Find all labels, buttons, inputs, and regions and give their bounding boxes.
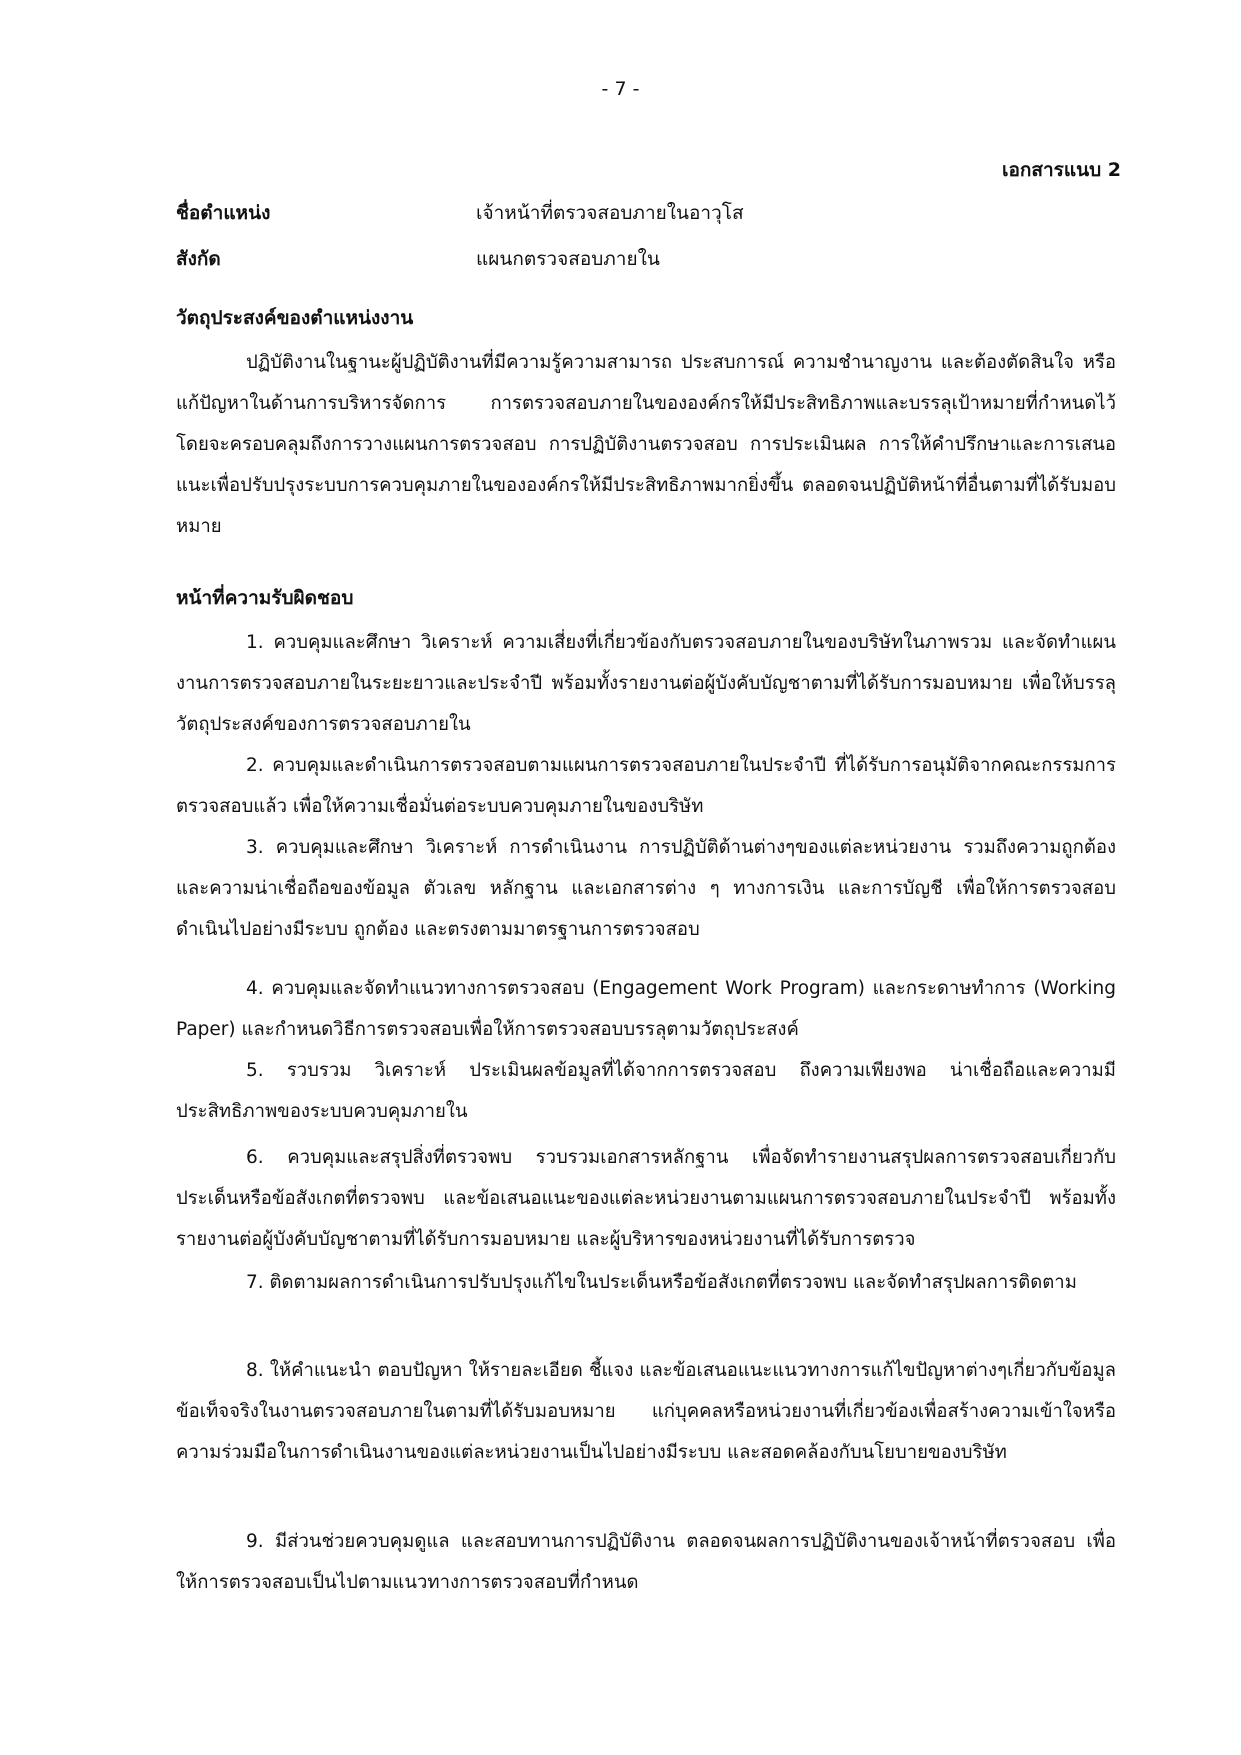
responsibility-item: 6. ควบคุมและสรุปสิ่งที่ตรวจพบ รวบรวมเอกสารหลักฐาน เพื่อจัดทำรายงานสรุปผลการตรวจสอบเกี่ยวกับประเด็นหรือข้อสังเกตที่ตรวจพบ และข้อเสนอแนะของแต่ละหน่วยงานตามแผนการตรวจสอบภายในประจำปี พร้อมทั้งรายงานต่อผู้บังคับบัญชาตามที่ได้รับการมอบหมาย และผู้บริหารของหน่วยงานที่ได้รับการตรวจ	[176, 1147, 1116, 1250]
position-title-value: เจ้าหน้าที่ตรวจสอบภายในอาวุโส	[476, 202, 744, 224]
department-value: แผนกตรวจสอบภายใน	[476, 248, 660, 270]
responsibility-item: 5. รวบรวม วิเคราะห์ ประเมินผลข้อมูลที่ได้จากการตรวจสอบ ถึงความเพียงพอ น่าเชื่อถือและความมีประสิทธิภาพของระบบควบคุมภายใน	[176, 1060, 1116, 1122]
responsibilities-heading: หน้าที่ความรับผิดชอบ	[176, 587, 354, 609]
position-title-label: ชื่อตำแหน่ง	[176, 202, 271, 224]
department-label: สังกัด	[176, 248, 221, 270]
page-number: - 7 -	[601, 78, 640, 100]
responsibility-item: 8. ให้คำแนะนำ ตอบปัญหา ให้รายละเอียด ชี้แจง และข้อเสนอแนะแนวทางการแก้ไขปัญหาต่างๆเกี่ยวกับข้อมูล ข้อเท็จจริงในงานตรวจสอบภายในตามที่ได้รับมอบหมาย แก่บุคคลหรือหน่วยงานที่เกี่ยวข้องเพื่อสร้างความเข้าใจหรือความร่วมมือในการดำเนินงานของแต่ละหน่วยงานเป็นไปอย่างมีระบบ และสอดคล้องกับนโยบายของบริษัท	[176, 1360, 1116, 1463]
responsibility-item: 1. ควบคุมและศึกษา วิเคราะห์ ความเสี่ยงที่เกี่ยวข้องกับตรวจสอบภายในของบริษัทในภาพรวม และจัดทำแผนงานการตรวจสอบภายในระยะยาวและประจำปี พร้อมทั้งรายงานต่อผู้บังคับบัญชาตามที่ได้รับการมอบหมาย เพื่อให้บรรลุวัตถุประสงค์ของการตรวจสอบภายใน	[176, 632, 1116, 735]
responsibility-item: 3. ควบคุมและศึกษา วิเคราะห์ การดำเนินงาน การปฏิบัติด้านต่างๆของแต่ละหน่วยงาน รวมถึงความถูกต้อง และความน่าเชื่อถือของข้อมูล ตัวเลข หลักฐาน และเอกสารต่าง ๆ ทางการเงิน และการบัญชี เพื่อให้การตรวจสอบดำเนินไปอย่างมีระบบ ถูกต้อง และตรงตามมาตรฐานการตรวจสอบ	[176, 837, 1116, 940]
responsibility-item: 7. ติดตามผลการดำเนินการปรับปรุงแก้ไขในประเด็นหรือข้อสังเกตที่ตรวจพบ และจัดทำสรุปผลการติดตาม	[246, 1272, 1077, 1293]
responsibility-item: 9. มีส่วนช่วยควบคุมดูแล และสอบทานการปฏิบัติงาน ตลอดจนผลการปฏิบัติงานของเจ้าหน้าที่ตรวจสอบ เพื่อให้การตรวจสอบเป็นไปตามแนวทางการตรวจสอบที่กำหนด	[176, 1531, 1116, 1593]
responsibility-item: 2. ควบคุมและดำเนินการตรวจสอบตามแผนการตรวจสอบภายในประจำปี ที่ได้รับการอนุมัติจากคณะกรรมการตรวจสอบแล้ว เพื่อให้ความเชื่อมั่นต่อระบบควบคุมภายในของบริษัท	[176, 755, 1116, 817]
attachment-label: เอกสารแนบ 2	[1001, 159, 1121, 181]
objective-text: ปฏิบัติงานในฐานะผู้ปฏิบัติงานที่มีความรู้ความสามารถ ประสบการณ์ ความชำนาญงาน และต้องตัดสินใจ หรือแก้ปัญหาในด้านการบริหารจัดการ การตรวจสอบภายในขององค์กรให้มีประสิทธิภาพและบรรลุเป้าหมายที่กำหนดไว้ โดยจะครอบคลุมถึงการวางแผนการตรวจสอบ การปฏิบัติงานตรวจสอบ การประเมินผล การให้คำปรึกษาและการเสนอแนะเพื่อปรับปรุงระบบการควบคุมภายในขององค์กรให้มีประสิทธิภาพมากยิ่งขึ้น ตลอดจนปฏิบัติหน้าที่อื่นตามที่ได้รับมอบหมาย	[176, 352, 1116, 537]
objective-heading: วัตถุประสงค์ของตำแหน่งงาน	[176, 307, 414, 329]
responsibility-item: 4. ควบคุมและจัดทำแนวทางการตรวจสอบ (Engagement Work Program) และกระดาษทำการ (Working Paper) และกำหนดวิธีการตรวจสอบเพื่อให้การตรวจสอบบรรลุตามวัตถุประสงค์	[176, 978, 1116, 1040]
objective-paragraph	[176, 342, 1116, 547]
